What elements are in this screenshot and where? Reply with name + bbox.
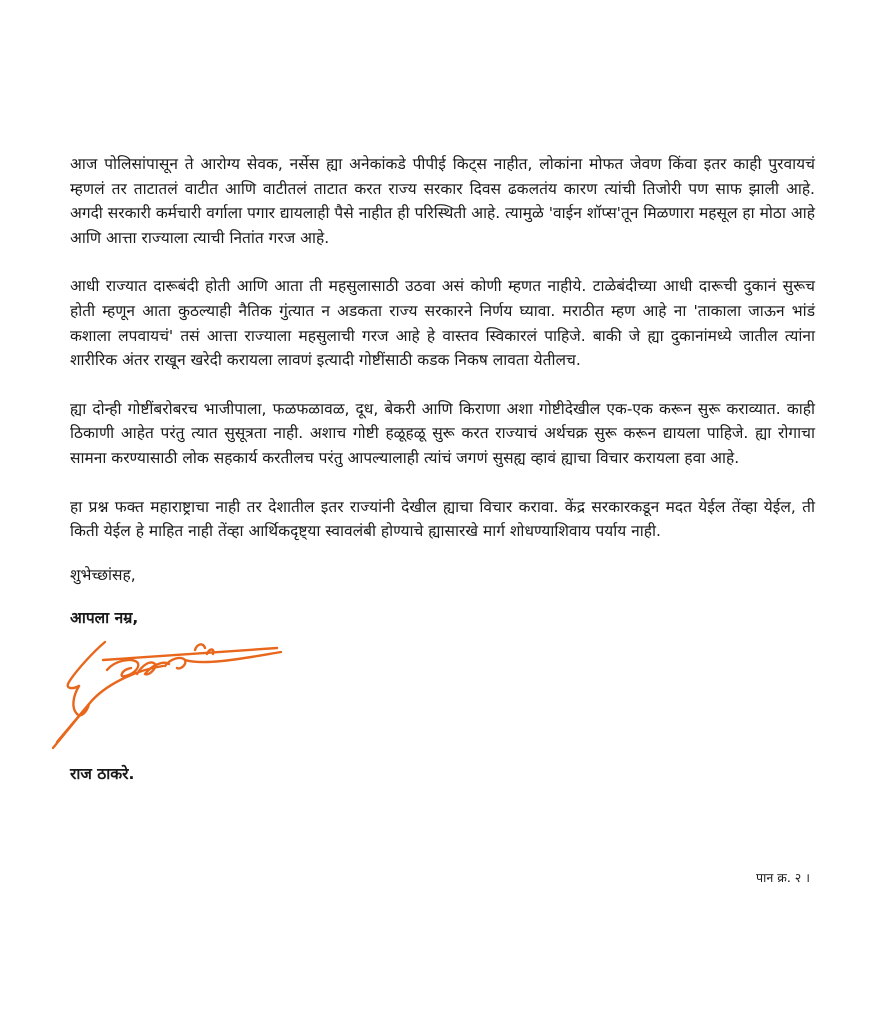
page-number: पान क्र. २ । [755, 870, 810, 885]
paragraph-2: आधी राज्यात दारूबंदी होती आणि आता ती महसुलासाठी उठवा असं कोणी म्हणत नाहीये. टाळेबंदीच्या आधी दारूची दुकानं सुरूच होती म्हणून आता कुठल्याही नैतिक गुंत्यात न अडकता राज्य सरकारने निर्णय घ्यावा. मराठीत म्हण आहे ना 'ताकाला जाऊन भांडं कशाला लपवायचं' तसं आत्ता राज्याला महसुलाची गरज आहे हे वास्तव स्विकारलं पाहिजे. बाकी जे ह्या दुकानांमध्ये जातील त्यांना शारीरिक अंतर राखून खरेदी करायला लावणं इत्यादी गोष्टींसाठी कडक निकष लावता येतीलच. [70, 277, 815, 370]
paragraph-3: ह्या दोन्ही गोष्टींबरोबरच भाजीपाला, फळफळावळ, दूध, बेकरी आणि किराणा अशा गोष्टीदेखील एक-एक करून सुरू कराव्यात. काही ठिकाणी आहेत परंतु त्यात सुसूत्रता नाही. अशाच गोष्टी हळूहळू सुरू करत राज्याचं अर्थचक्र सुरू करून द्यायला पाहिजे. ह्या रोगाचा सामना करण्यासाठी लोक सहकार्य करतीलच परंतु आपल्यालाही त्यांचं जगणं सुसह्य व्हावं ह्याचा विचार करायला हवा आहे. [70, 399, 815, 467]
signature-stroke [53, 666, 163, 748]
letter-body [70, 152, 815, 568]
signature-stroke [195, 644, 205, 650]
greeting: शुभेच्छांसह, [70, 566, 136, 584]
paragraph-4: हा प्रश्न फक्त महाराष्ट्राचा नाही तर देशातील इतर राज्यांनी देखील ह्याचा विचार करावा. केंद्र सरकारकडून मदत येईल तेंव्हा येईल, ती किती येईल हे माहित नाही तेंव्हा आर्थिकदृष्ट्या स्वावलंबी होण्याचे ह्यासारखे मार्ग शोधण्याशिवाय पर्याय नाही. [70, 497, 815, 541]
signer-name: राज ठाकरे. [70, 765, 135, 783]
closing: आपला नम्र, [70, 609, 139, 627]
signature-stroke [165, 658, 185, 668]
signature-stroke [73, 686, 89, 715]
signature [45, 630, 285, 755]
paragraph-1: आज पोलिसांपासून ते आरोग्य सेवक, नर्सेस ह्या अनेकांकडे पीपीई किट्स नाहीत, लोकांना मोफत जेवण किंवा इतर काही पुरवायचं म्हणलं तर ताटातलं वाटीत आणि वाटीतलं ताटात करत राज्य सरकार दिवस ढकलतंय कारण त्यांची तिजोरी पण साफ झाली आहे. अगदी सरकारी कर्मचारी वर्गाला पगार द्यायलाही पैसे नाहीत ही परिस्थिती आहे. त्यामुळे 'वाईन शॉप्स'तून मिळणारा महसूल हा मोठा आहे आणि आत्ता राज्याला त्याची नितांत गरज आहे. [70, 155, 815, 247]
signature-stroke [68, 642, 105, 688]
